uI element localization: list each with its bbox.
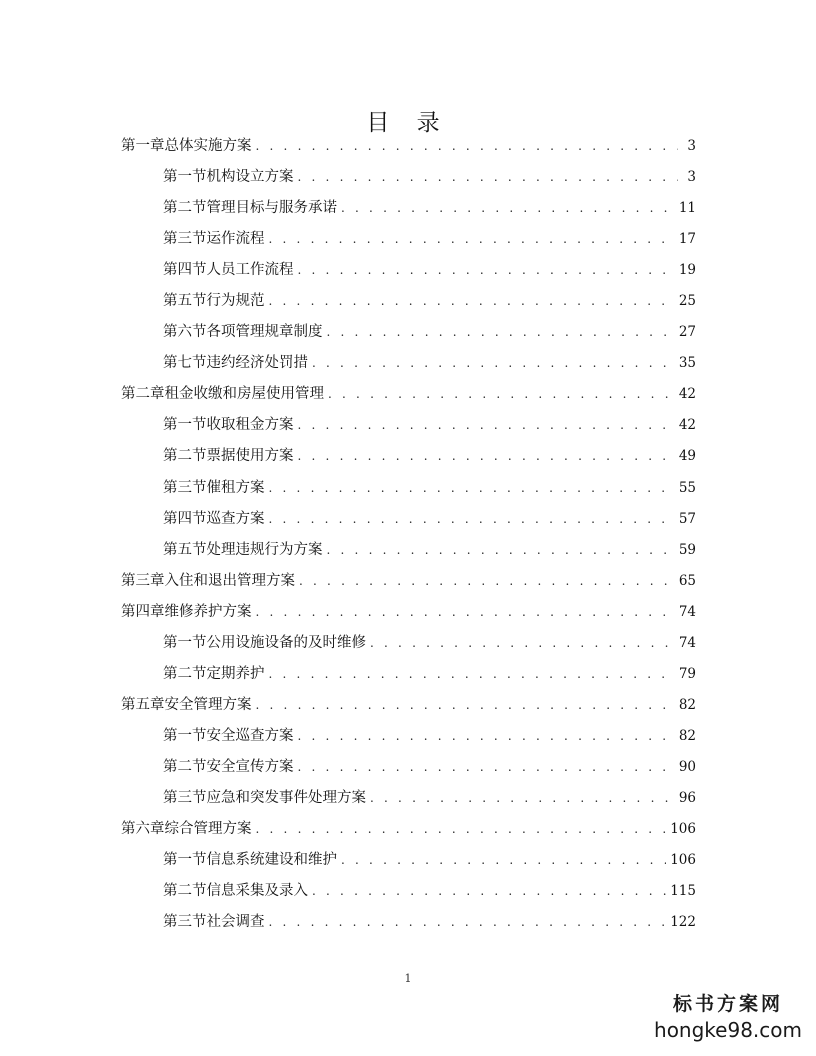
- toc-entry-page-number: 3: [687, 138, 696, 154]
- toc-title: 目 录: [366, 110, 450, 136]
- dot-leader: [269, 224, 675, 255]
- dot-leader: [298, 255, 675, 286]
- dot-leader: [256, 814, 667, 845]
- toc-entry-page-number: 25: [678, 293, 696, 310]
- toc-entry-page-number: 74: [678, 603, 696, 620]
- dot-leader: [312, 876, 666, 907]
- toc-entry-page-number: 11: [678, 200, 696, 217]
- toc-entry-label: 第五章安全管理方案: [121, 696, 252, 713]
- toc-section-entry[interactable]: [121, 162, 696, 193]
- table-of-contents: [121, 131, 696, 938]
- toc-entry-page-number: 82: [678, 727, 696, 744]
- toc-entry-label: 第二章租金收缴和房屋使用管理: [121, 386, 324, 403]
- toc-chapter-entry[interactable]: [121, 814, 696, 845]
- toc-entry-label: 第一节机构设立方案: [163, 169, 294, 186]
- dot-leader: [298, 752, 675, 783]
- toc-entry-label: 第一章总体实施方案: [121, 138, 252, 154]
- toc-entry-label: 第一节安全巡查方案: [163, 727, 294, 744]
- toc-section-entry[interactable]: [121, 752, 696, 783]
- toc-entry-label: 第二节信息采集及录入: [163, 883, 308, 900]
- dot-leader: [269, 504, 675, 535]
- toc-entry-label: 第三节社会调查: [163, 914, 265, 931]
- toc-entry-page-number: 90: [678, 758, 696, 775]
- toc-section-entry[interactable]: [121, 441, 696, 472]
- dot-leader: [312, 348, 675, 379]
- dot-leader: [269, 286, 675, 317]
- toc-section-entry[interactable]: [121, 628, 696, 659]
- toc-entry-page-number: 106: [670, 821, 696, 838]
- toc-entry-page-number: 57: [678, 510, 696, 527]
- toc-section-entry[interactable]: [121, 535, 696, 566]
- page-number: 1: [404, 972, 412, 985]
- toc-entry-label: 第五节行为规范: [163, 293, 265, 310]
- dot-leader: [328, 379, 675, 410]
- toc-entry-label: 第四章维修养护方案: [121, 603, 252, 620]
- dot-leader: [298, 162, 679, 193]
- dot-leader: [299, 566, 675, 597]
- toc-section-entry[interactable]: [121, 659, 696, 690]
- toc-entry-label: 第二节安全宣传方案: [163, 758, 294, 775]
- toc-entry-label: 第一节信息系统建设和维护: [163, 852, 337, 869]
- dot-leader: [370, 783, 675, 814]
- dot-leader: [298, 721, 675, 752]
- toc-entry-page-number: 55: [678, 479, 696, 496]
- dot-leader: [269, 659, 675, 690]
- toc-entry-label: 第六章综合管理方案: [121, 821, 252, 838]
- toc-section-entry[interactable]: [121, 224, 696, 255]
- toc-entry-label: 第三章入住和退出管理方案: [121, 572, 295, 589]
- dot-leader: [256, 131, 679, 162]
- toc-entry-label: 第三节运作流程: [163, 231, 265, 248]
- toc-chapter-entry[interactable]: [121, 566, 696, 597]
- toc-chapter-entry[interactable]: [121, 131, 696, 162]
- toc-entry-page-number: 115: [670, 883, 696, 900]
- dot-leader: [327, 535, 675, 566]
- toc-entry-label: 第三节应急和突发事件处理方案: [163, 789, 366, 806]
- watermark-text-cn: 标书方案网: [673, 993, 784, 1015]
- toc-entry-page-number: 42: [678, 417, 696, 434]
- toc-entry-label: 第四节人员工作流程: [163, 262, 294, 279]
- toc-chapter-entry[interactable]: [121, 597, 696, 628]
- toc-entry-label: 第六节各项管理规章制度: [163, 324, 323, 341]
- dot-leader: [269, 473, 675, 504]
- toc-section-entry[interactable]: [121, 907, 696, 938]
- toc-entry-label: 第二节定期养护: [163, 665, 265, 682]
- toc-section-entry[interactable]: [121, 845, 696, 876]
- toc-chapter-entry[interactable]: [121, 379, 696, 410]
- toc-entry-label: 第三节催租方案: [163, 479, 265, 496]
- toc-entry-page-number: 27: [678, 324, 696, 341]
- dot-leader: [256, 690, 675, 721]
- dot-leader: [341, 845, 666, 876]
- toc-entry-page-number: 65: [678, 572, 696, 589]
- toc-section-entry[interactable]: [121, 193, 696, 224]
- dot-leader: [370, 628, 675, 659]
- dot-leader: [298, 410, 675, 441]
- toc-entry-label: 第二节票据使用方案: [163, 448, 294, 465]
- toc-entry-page-number: 82: [678, 696, 696, 713]
- toc-entry-page-number: 122: [670, 914, 696, 931]
- toc-entry-page-number: 35: [678, 355, 696, 372]
- dot-leader: [269, 907, 667, 938]
- toc-entry-page-number: 42: [678, 386, 696, 403]
- watermark-text-url: hongke98.com: [654, 1018, 802, 1042]
- toc-entry-page-number: 3: [687, 169, 696, 186]
- toc-section-entry[interactable]: [121, 473, 696, 504]
- toc-entry-page-number: 17: [678, 231, 696, 248]
- dot-leader: [298, 441, 675, 472]
- toc-entry-label: 第五节处理违规行为方案: [163, 541, 323, 558]
- dot-leader: [327, 317, 675, 348]
- toc-entry-label: 第一节公用设施设备的及时维修: [163, 634, 366, 651]
- toc-entry-label: 第七节违约经济处罚措: [163, 355, 308, 372]
- toc-section-entry[interactable]: [121, 348, 696, 379]
- dot-leader: [341, 193, 675, 224]
- toc-entry-page-number: 19: [678, 262, 696, 279]
- toc-chapter-entry[interactable]: [121, 690, 696, 721]
- toc-section-entry[interactable]: [121, 721, 696, 752]
- dot-leader: [256, 597, 675, 628]
- toc-entry-label: 第二节管理目标与服务承诺: [163, 200, 337, 217]
- watermark-logo: [654, 989, 802, 1042]
- toc-section-entry[interactable]: [121, 876, 696, 907]
- toc-entry-label: 第四节巡查方案: [163, 510, 265, 527]
- toc-entry-label: 第一节收取租金方案: [163, 417, 294, 434]
- toc-section-entry[interactable]: [121, 783, 696, 814]
- toc-section-entry[interactable]: [121, 255, 696, 286]
- toc-section-entry[interactable]: [121, 317, 696, 348]
- toc-entry-page-number: 74: [678, 634, 696, 651]
- toc-entry-page-number: 79: [678, 665, 696, 682]
- toc-entry-page-number: 106: [670, 852, 696, 869]
- toc-entry-page-number: 49: [678, 448, 696, 465]
- toc-section-entry[interactable]: [121, 504, 696, 535]
- toc-section-entry[interactable]: [121, 286, 696, 317]
- toc-section-entry[interactable]: [121, 410, 696, 441]
- toc-entry-page-number: 59: [678, 541, 696, 558]
- toc-entry-page-number: 96: [678, 789, 696, 806]
